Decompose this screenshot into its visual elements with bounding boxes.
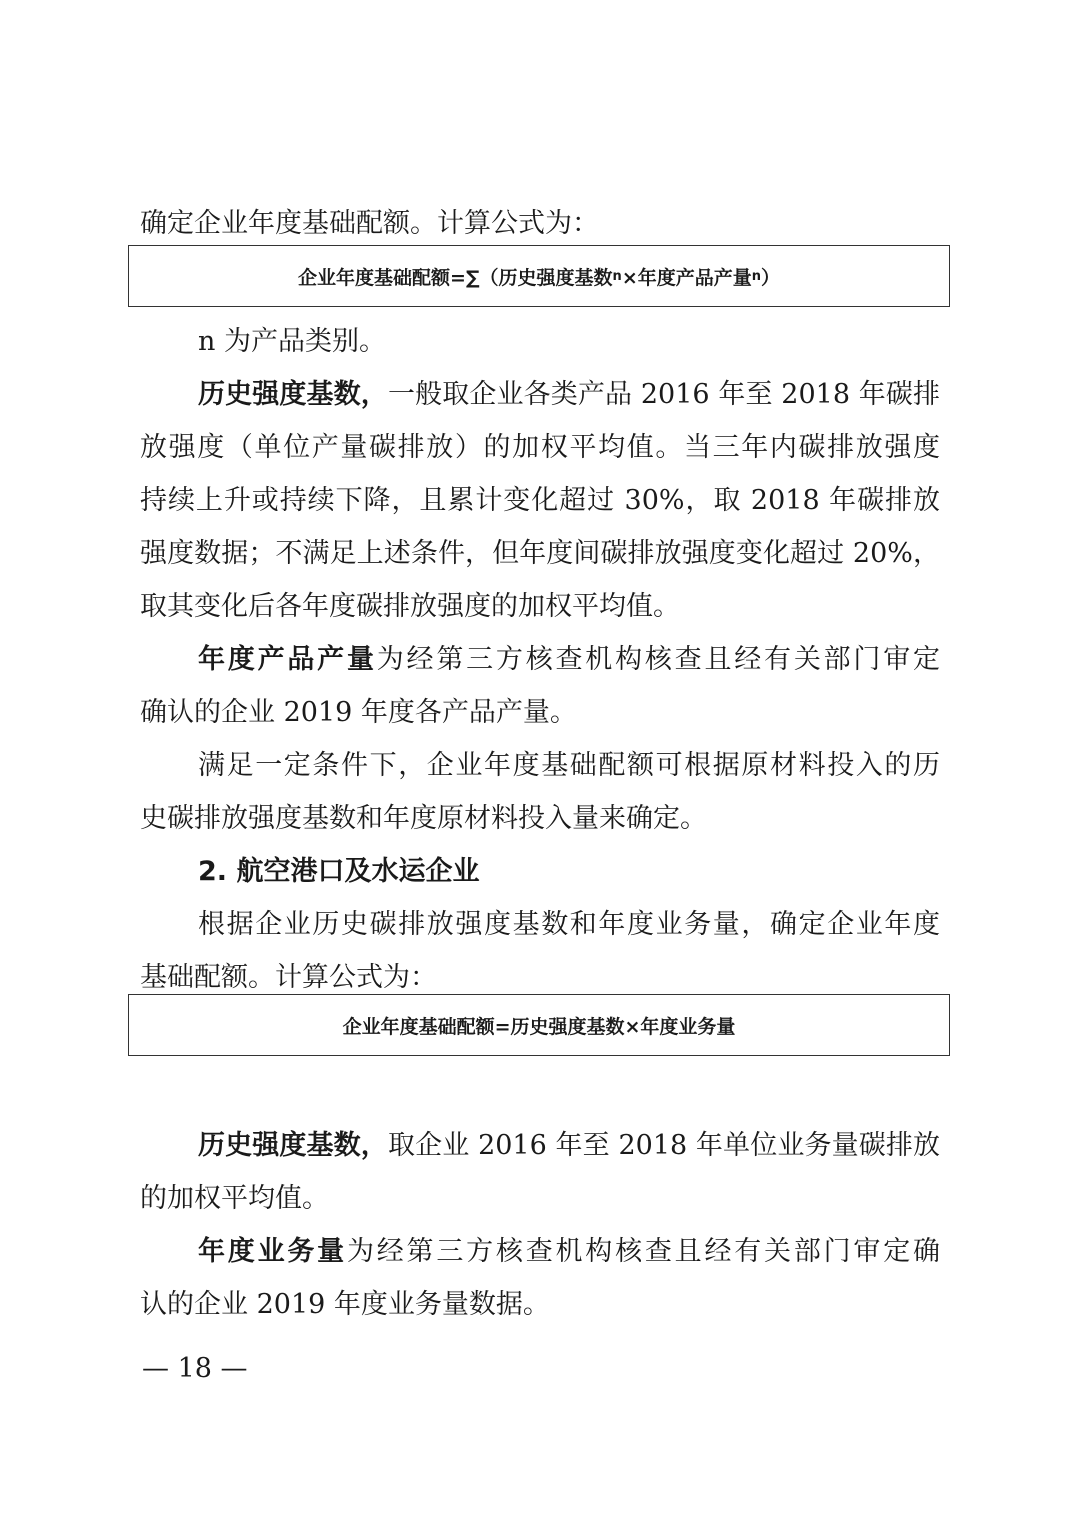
hist-base-line1-text: 一般取企业各类产品 2016 年至 2018 年碳排 [387, 379, 940, 410]
formula1-middle: ×年度产品产量 [621, 266, 752, 289]
page-number: — 18 — [142, 1353, 248, 1384]
annual-output-line2: 确认的企业 2019 年度各产品产量。 [140, 697, 577, 728]
n-note: n 为产品类别。 [198, 326, 386, 357]
section2-line1: 根据企业历史碳排放强度基数和年度业务量，确定企业年度 [198, 909, 940, 940]
hist-base-line1 [198, 375, 940, 415]
annual-business-line2: 认的企业 2019 年度业务量数据。 [140, 1289, 550, 1320]
formula1-prefix: 企业年度基础配额=∑（历史强度基数 [297, 266, 613, 289]
annual-business-line1 [198, 1232, 940, 1272]
hist-base-line2: 放强度（单位产量碳排放）的加权平均值。当三年内碳排放强度 [140, 432, 940, 463]
formula1-sub2: n [751, 268, 761, 284]
formula1-suffix: ） [761, 266, 781, 289]
hist-base-term: 历史强度基数， [198, 379, 388, 410]
annual-business-line1-text: 为经第三方核查机构核查且经有关部门审定确 [346, 1236, 940, 1267]
hist-base-line5: 取其变化后各年度碳排放强度的加权平均值。 [140, 591, 680, 622]
raw-material-line2: 史碳排放强度基数和年度原材料投入量来确定。 [140, 803, 707, 834]
section2-line2: 基础配额。计算公式为： [140, 962, 437, 993]
intro-line: 确定企业年度基础配额。计算公式为： [140, 208, 599, 239]
formula1-sub1: n [612, 268, 622, 284]
section2-heading: 2. 航空港口及水运企业 [198, 856, 480, 887]
annual-output-line1 [198, 640, 940, 680]
hist-base-line4: 强度数据；不满足上述条件，但年度间碳排放强度变化超过 20%， [140, 538, 940, 569]
annual-business-term: 年度业务量 [198, 1236, 347, 1267]
annual-output-line1-text: 为经第三方核查机构核查且经有关部门审定 [376, 644, 940, 675]
hist-base2-line1 [198, 1126, 940, 1166]
hist-base2-line1-text: 取企业 2016 年至 2018 年单位业务量碳排放 [387, 1130, 940, 1161]
formula-box-2: 企业年度基础配额=历史强度基数×年度业务量 [128, 994, 950, 1056]
raw-material-line1: 满足一定条件下，企业年度基础配额可根据原材料投入的历 [198, 750, 940, 781]
hist-base-line3: 持续上升或持续下降，且累计变化超过 30%，取 2018 年碳排放 [140, 485, 940, 516]
annual-output-term: 年度产品产量 [198, 644, 377, 675]
hist-base2-term: 历史强度基数， [198, 1130, 388, 1161]
hist-base2-line2: 的加权平均值。 [140, 1183, 329, 1214]
formula-box-1 [128, 245, 950, 307]
